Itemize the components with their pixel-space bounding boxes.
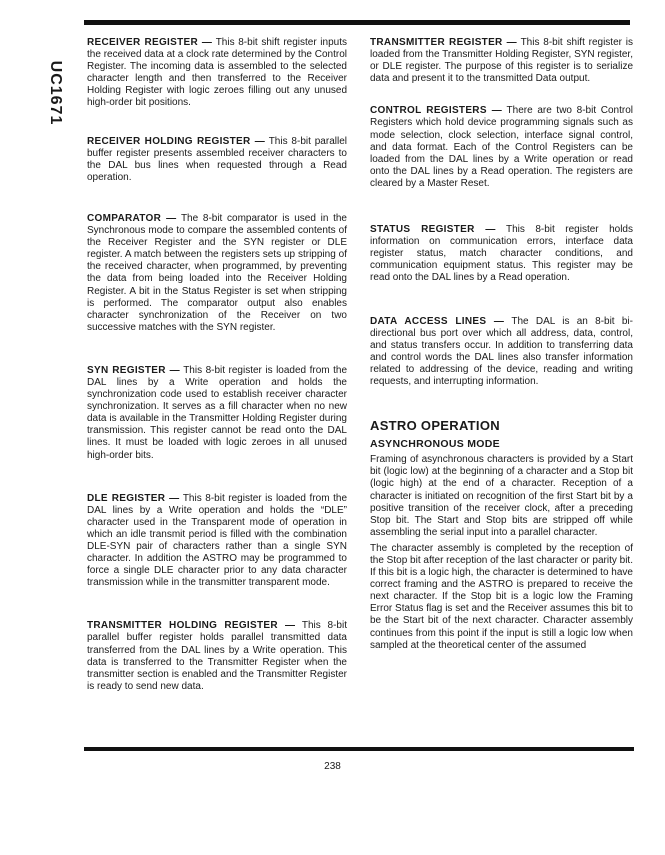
section-subtitle: ASYNCHRONOUS MODE bbox=[370, 438, 500, 451]
paragraph-text: This 8-bit parallel buffer register presents assembled receiver characters to the DAL bus lines when requested through a Read operation. bbox=[87, 135, 347, 183]
paragraph-lead: RECEIVER HOLDING REGISTER — bbox=[87, 135, 266, 147]
comparator-paragraph bbox=[87, 213, 347, 334]
receiver-register-paragraph bbox=[87, 37, 347, 110]
top-rule bbox=[84, 20, 630, 25]
paragraph-lead: DLE REGISTER — bbox=[87, 492, 180, 504]
receiver-holding-register-paragraph bbox=[87, 136, 347, 184]
section-paragraph: Framing of asynchronous characters is provided by a Start bit (logic low) at the beginning of a character and a Stop bit (logic high) at the end of a character. Reception of a character is initiated on recognition of the first Start bit by a positive transition of the receiver clock, after a preceding Stop bit. The Start and Stop bits are stripped off while assembling the serial input into a parallel character. bbox=[370, 454, 633, 538]
left-column bbox=[87, 37, 347, 693]
paragraph-lead: STATUS REGISTER — bbox=[370, 224, 496, 236]
control-registers-paragraph bbox=[370, 105, 633, 190]
bottom-rule bbox=[84, 747, 634, 751]
section-title: ASTRO OPERATION bbox=[370, 418, 500, 434]
paragraph-lead: TRANSMITTER HOLDING REGISTER — bbox=[87, 620, 296, 632]
paragraph-text: The 8-bit comparator is used in the Synchronous mode to compare the assembled contents of the Receiver Register and the SYN register or DLE register. A match between the registers sets up stripping of the received character, when programmed, by preventing the data from being loaded into the Receiver Holding Register. A bit in the Status Register is set when stripping is performed. The comparator output also enables character synchronization of the Receiver on two successive matches with the SYN register. bbox=[87, 212, 347, 333]
status-register-paragraph bbox=[370, 224, 633, 284]
paragraph-text: This 8-bit register is loaded from the DAL lines by a Write operation and holds the “DLE” character used in the Transparent mode of operation in which an idle transmit period is filled with the combination DLE-SYN pair of characters rather than a single SYN character. In addition the ASTRO may be programmed to force a single DLE character prior to any data character transmission while in the transmitter transparent mode. bbox=[87, 492, 348, 589]
paragraph-lead: COMPARATOR — bbox=[87, 212, 177, 224]
part-number-text: UC1671 bbox=[47, 60, 64, 126]
paragraph-text: The DAL is an 8-bit bi-directional bus port over which all address, data, control, and status transfers occur. In addition to transferring data and control words the DAL lines also transfer information related to addressing of the device, reading and writing requests, and interrupting information. bbox=[370, 315, 633, 387]
paragraph-text: This 8-bit shift register is loaded from the Transmitter Holding Register, SYN register, or DLE register. The purpose of this register is to serialize data and present it to the transmitted Data output. bbox=[370, 37, 633, 85]
dle-register-paragraph bbox=[87, 493, 347, 590]
paragraph-text: This 8-bit register holds information on communication errors, interface data register status, match character conditions, and communication equipment status. This register may be read onto the DAL lines by a Read operation. bbox=[370, 224, 633, 284]
right-column bbox=[370, 37, 633, 652]
paragraph-text: This 8-bit register is loaded from the DAL lines by a Write operation and holds the synchronization code used to establish receiver character synchronization. It serves as a fill character when no new data is available in the Transmitter Holding Register during transmission. This register cannot be read onto the DAL lines. It must be loaded with logic zeroes in all unused high-order bits. bbox=[87, 364, 348, 461]
paragraph-text: There are two 8-bit Control Registers which hold device programming signals such as mode selection, clock selection, interface signal control, and data format. Each of the Control Registers can be loaded from the DAL lines by a Write operation or read onto the DAL lines by a Read operation. The registers are cleared by a Master Reset. bbox=[370, 105, 633, 189]
paragraph-lead: RECEIVER REGISTER — bbox=[87, 37, 213, 48]
transmitter-register-paragraph bbox=[370, 37, 633, 85]
paragraph-lead: TRANSMITTER REGISTER — bbox=[370, 37, 517, 48]
paragraph-text: This 8-bit parallel buffer register holds parallel transmitted data transferred from the DAL lines by a Write operation. This data is transferred to the Transmitter Register when the transmitter section is enabled and the Transmitter Register is ready to send new data. bbox=[87, 620, 347, 692]
page-number: 238 bbox=[324, 761, 341, 772]
part-number-label bbox=[40, 60, 70, 126]
transmitter-holding-register-paragraph bbox=[87, 620, 347, 693]
paragraph-text: This 8-bit shift register inputs the received data at a clock rate determined by the Control Register. The incoming data is assembled to the selected character length and then transferred to the Receiver Holding Register with logic zeroes filling out any unused high-order bit positions. bbox=[87, 37, 347, 109]
paragraph-lead: DATA ACCESS LINES — bbox=[370, 315, 505, 327]
paragraph-lead: CONTROL REGISTERS — bbox=[370, 105, 503, 117]
data-access-lines-paragraph bbox=[370, 316, 633, 389]
paragraph-lead: SYN REGISTER — bbox=[87, 364, 180, 376]
syn-register-paragraph bbox=[87, 365, 347, 462]
section-paragraph: The character assembly is completed by the reception of the Stop bit after reception of the last character or parity bit. If this bit is a logic high, the character is determined to have correct framing and the ASTRO is prepared to receive the next character. If the Stop bit is a logic low the Framing Error Status flag is set and the Receiver assumes this bit to be the Start bit of the next character. Character assembly continues from this point if the input is still a logic low when sampled at the theoretical center of the assumed bbox=[370, 542, 633, 651]
